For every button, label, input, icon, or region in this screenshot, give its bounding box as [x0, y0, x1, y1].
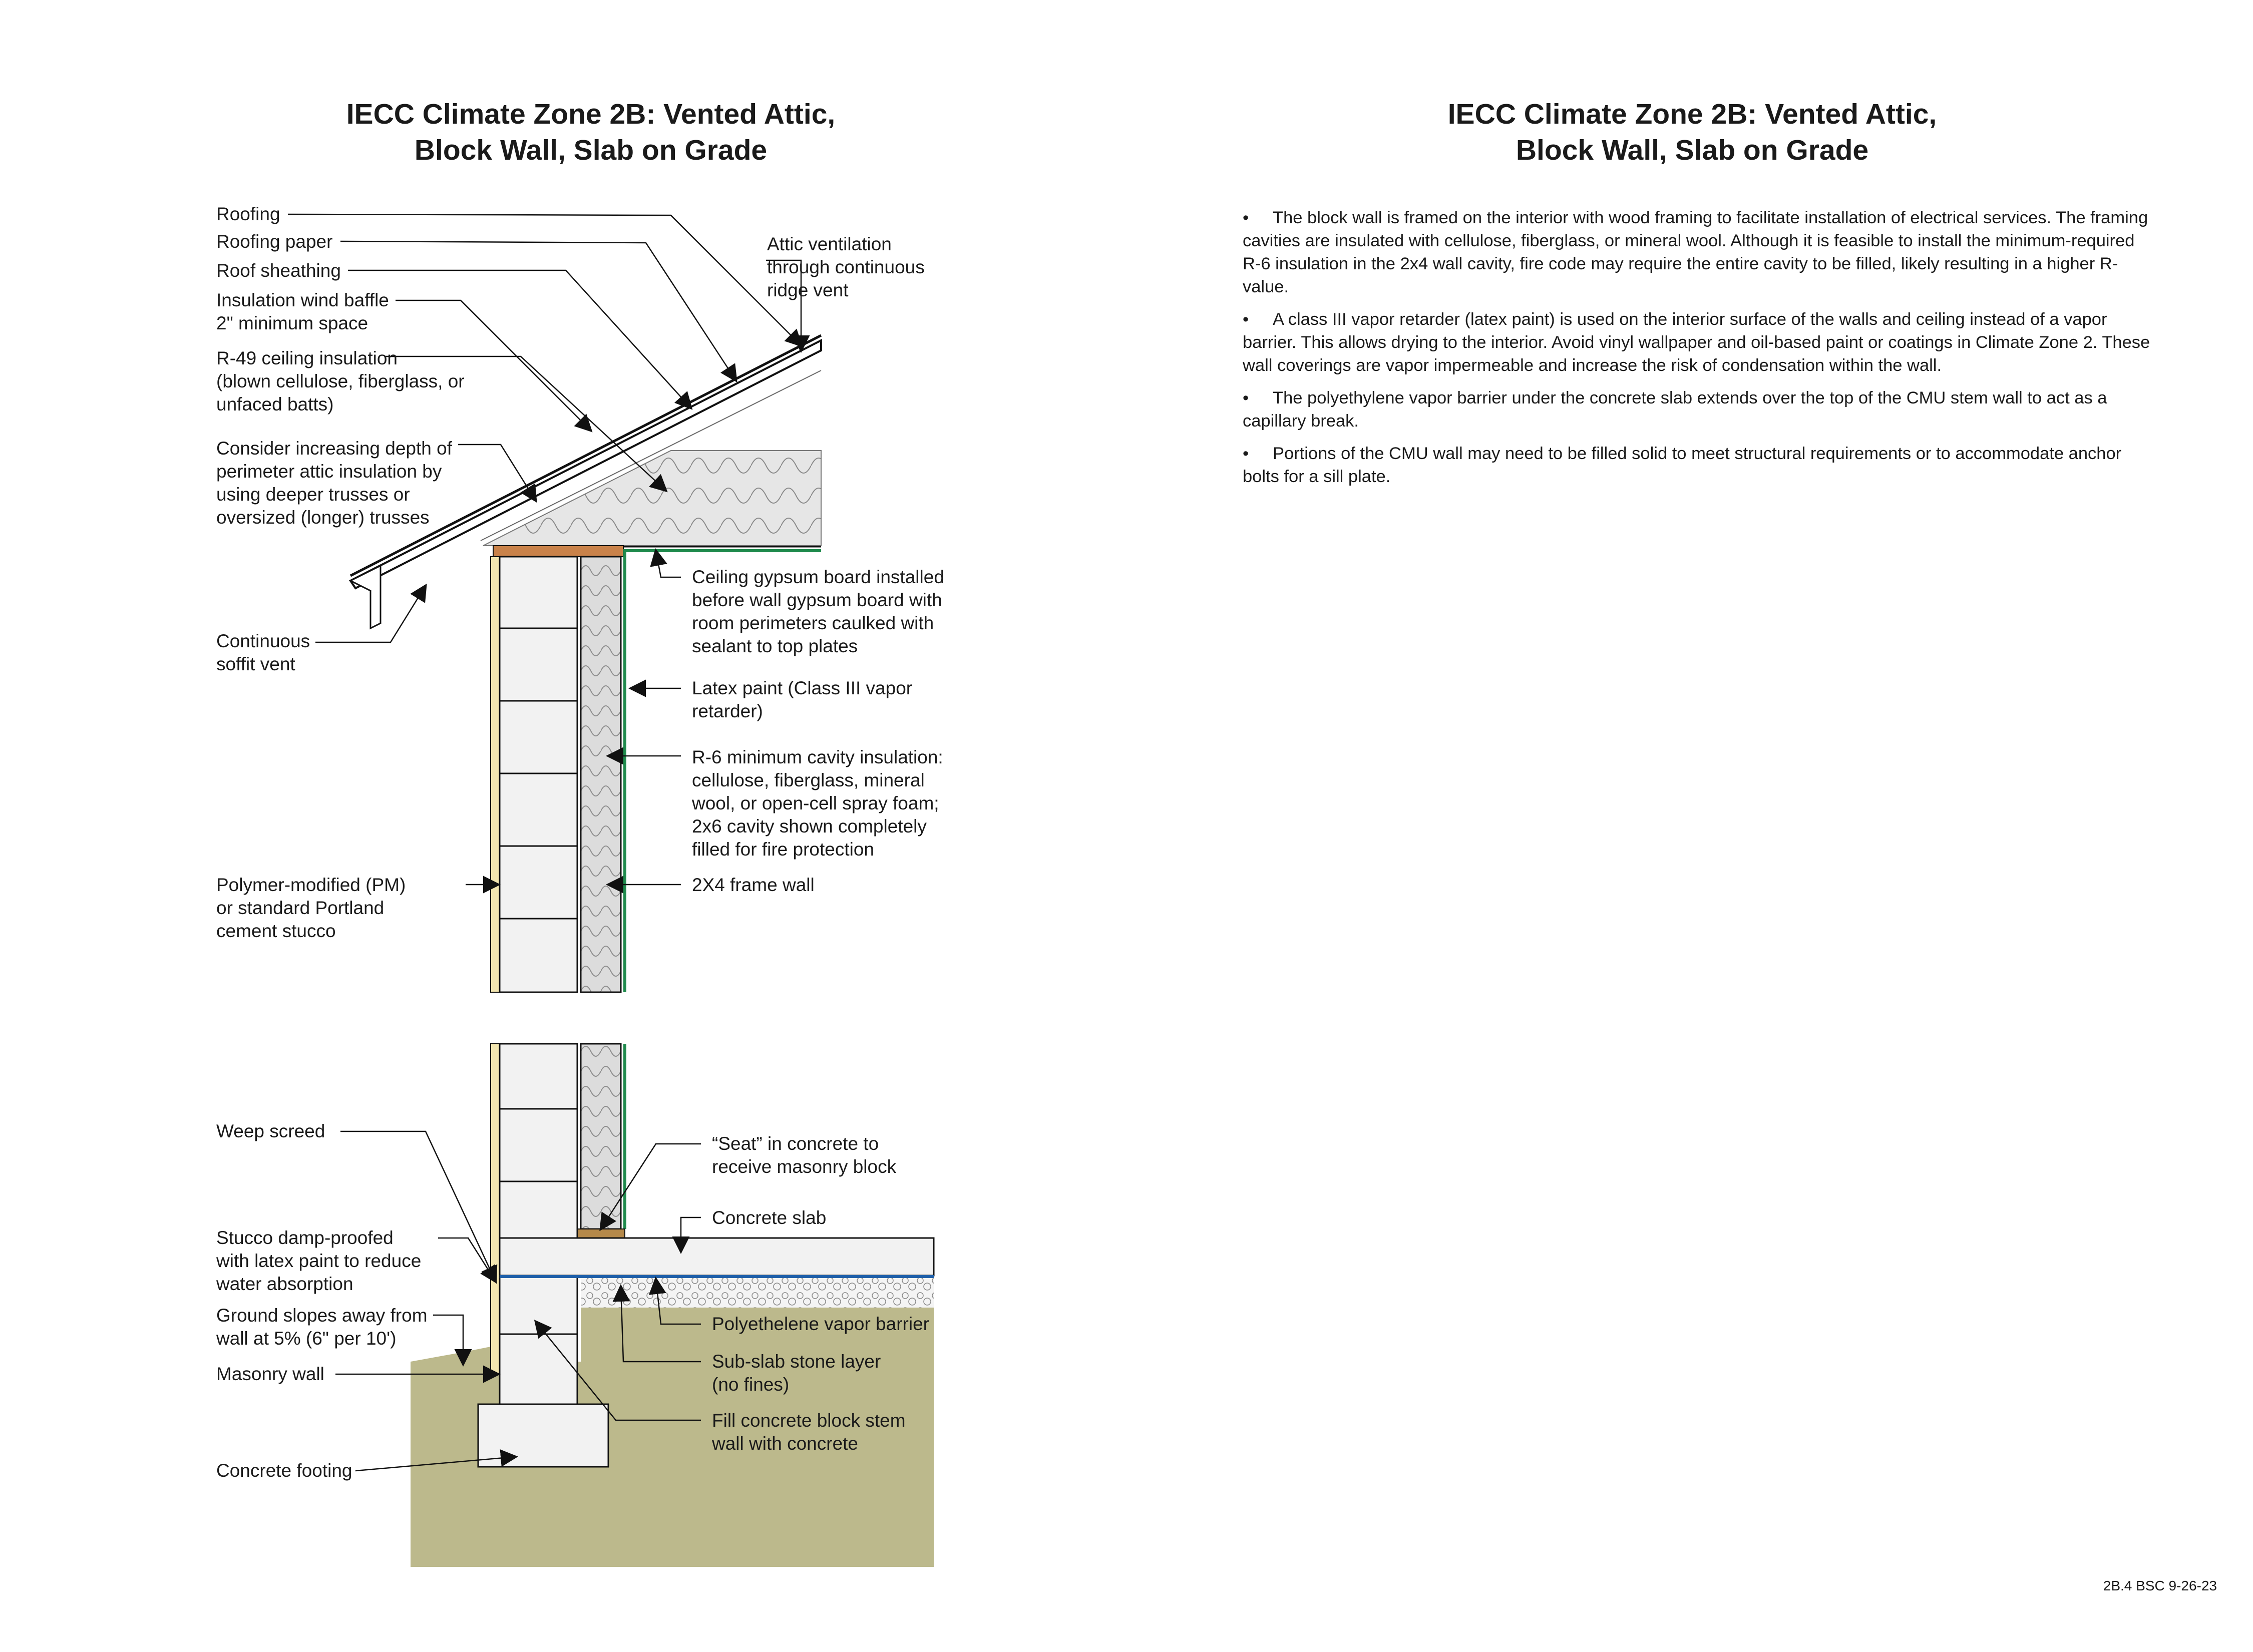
label-stucco [216, 874, 406, 943]
label-concrete-footing [216, 1459, 352, 1482]
title-line: IECC Climate Zone 2B: Vented Attic, [346, 98, 836, 130]
label-line: through continuous [767, 257, 925, 277]
label-line: Concrete footing [216, 1460, 352, 1481]
label-concrete-slab [712, 1206, 826, 1229]
label-cavity-insulation [692, 746, 943, 861]
cmu-lower [500, 1044, 577, 1404]
title-line: Block Wall, Slab on Grade [414, 134, 768, 166]
label-line: cement stucco [216, 921, 336, 941]
label-line: oversized (longer) trusses [216, 507, 430, 528]
sub-slab-stone [581, 1278, 934, 1308]
label-seat [712, 1132, 896, 1178]
label-line: R-6 minimum cavity insulation: [692, 747, 943, 767]
label-vapor-barrier [712, 1313, 929, 1336]
label-line: Roofing paper [216, 231, 333, 252]
label-line: Sub-slab stone layer [712, 1351, 881, 1372]
bullet: • [1243, 208, 1249, 227]
fascia [350, 566, 381, 628]
title-line: Block Wall, Slab on Grade [1516, 134, 1869, 166]
label-line: Roofing [216, 204, 280, 224]
label-line: cellulose, fiberglass, mineral [692, 770, 925, 790]
label-line: perimeter attic insulation by [216, 461, 442, 482]
label-weep-screed [216, 1120, 325, 1143]
label-line: Latex paint (Class III vapor [692, 678, 913, 698]
label-line: receive masonry block [712, 1156, 897, 1177]
label-line: sealant to top plates [692, 636, 858, 656]
label-line: (blown cellulose, fiberglass, or [216, 371, 465, 391]
label-line: soffit vent [216, 654, 295, 674]
label-line: Fill concrete block stem [712, 1410, 906, 1431]
note-item [1243, 206, 2154, 298]
label-roofing-paper [216, 230, 332, 253]
label-attic-vent [767, 233, 925, 302]
label-line: Consider increasing depth of [216, 438, 453, 459]
title-line: IECC Climate Zone 2B: Vented Attic, [1447, 98, 1937, 130]
label-line: (no fines) [712, 1374, 790, 1395]
label-line: ridge vent [767, 280, 849, 300]
label-line: Masonry wall [216, 1364, 324, 1384]
label-line: Ground slopes away from [216, 1305, 428, 1326]
label-line: before wall gypsum board with [692, 590, 942, 610]
label-line: wall at 5% (6" per 10') [216, 1328, 397, 1349]
frame-wall-insulation-upper [581, 557, 621, 992]
frame-wall-insulation-lower [581, 1044, 621, 1229]
stucco-lower [491, 1044, 500, 1374]
label-wind-baffle [216, 289, 389, 335]
label-stucco-damp [216, 1226, 421, 1296]
label-ceiling-insulation [216, 347, 465, 416]
label-line: 2" minimum space [216, 313, 368, 333]
label-line: wall with concrete [712, 1433, 859, 1454]
label-line: Polyethelene vapor barrier [712, 1314, 929, 1334]
label-roofing [216, 203, 280, 226]
note-text: The block wall is framed on the interior with wood framing to facilitate installation of electrical services. The framing cavities are insulated with cellulose, fiberglass, or mineral wool. Although it is feasible to install the minimum-required R-6 insulation in the 2x4 wall cavity, fire code may require the entire cavity to be filled, likely resulting in a higher R-value. [1243, 208, 2148, 296]
label-line: Continuous [216, 631, 310, 651]
label-line: “Seat” in concrete to [712, 1133, 879, 1154]
notes-title [1292, 96, 2093, 168]
label-fill-block [712, 1409, 906, 1455]
note-text: Portions of the CMU wall may need to be filled solid to meet structural requirements or to accommodate anchor bolts for a sill plate. [1243, 444, 2122, 486]
label-ground-slope [216, 1304, 428, 1350]
stucco-upper [491, 557, 500, 992]
label-stone-layer [712, 1350, 881, 1396]
cmu-upper [500, 557, 577, 992]
note-item [1243, 442, 2154, 488]
label-masonry-wall [216, 1363, 324, 1386]
top-plate [493, 546, 623, 557]
label-line: wool, or open-cell spray foam; [692, 793, 939, 813]
label-latex-paint [692, 677, 912, 723]
label-line: Roof sheathing [216, 260, 341, 281]
label-line: room perimeters caulked with [692, 613, 934, 633]
label-line: or standard Portland [216, 898, 385, 918]
label-line: Weep screed [216, 1121, 325, 1141]
notes-list [1243, 206, 2154, 498]
label-line: filled for fire protection [692, 839, 875, 860]
note-item [1243, 386, 2154, 433]
label-line: Attic ventilation [767, 234, 892, 254]
concrete-footing [478, 1404, 608, 1467]
sill-seat [577, 1229, 625, 1238]
label-line: 2x6 cavity shown completely [692, 816, 927, 837]
note-item [1243, 308, 2154, 377]
note-text: The polyethylene vapor barrier under the concrete slab extends over the top of the CMU stem wall to act as a capillary break. [1243, 388, 2107, 431]
document-code: 2B.4 BSC 9-26-23 [2103, 1578, 2217, 1593]
label-frame-wall [692, 874, 815, 897]
label-soffit-vent [216, 630, 310, 676]
label-line: using deeper trusses or [216, 484, 410, 505]
label-line: Stucco damp-proofed [216, 1227, 394, 1248]
note-text: A class III vapor retarder (latex paint) is used on the interior surface of the walls and ceiling instead of a vapor barrier. This allows drying to the interior. Avoid vinyl wallpaper and oil-based paint or coatings in Climate Zone 2. These wall coverings are vapor impermeable and increase the risk of condensation within the wall. [1243, 310, 2150, 375]
label-line: 2X4 frame wall [692, 875, 815, 895]
bullet: • [1243, 388, 1249, 407]
label-ceiling-gypsum [692, 566, 944, 658]
bullet: • [1243, 444, 1249, 463]
label-line: retarder) [692, 701, 763, 721]
bullet: • [1243, 310, 1249, 329]
label-line: Polymer-modified (PM) [216, 875, 406, 895]
label-line: unfaced batts) [216, 394, 334, 415]
label-line: water absorption [216, 1274, 353, 1294]
label-roof-sheathing [216, 259, 341, 282]
concrete-slab [500, 1238, 934, 1276]
label-line: Ceiling gypsum board installed [692, 567, 944, 587]
label-line: Insulation wind baffle [216, 290, 389, 310]
label-line: Concrete slab [712, 1207, 827, 1228]
label-line: with latex paint to reduce [216, 1251, 422, 1271]
label-attic-perimeter [216, 437, 452, 529]
label-line: R-49 ceiling insulation [216, 348, 398, 368]
